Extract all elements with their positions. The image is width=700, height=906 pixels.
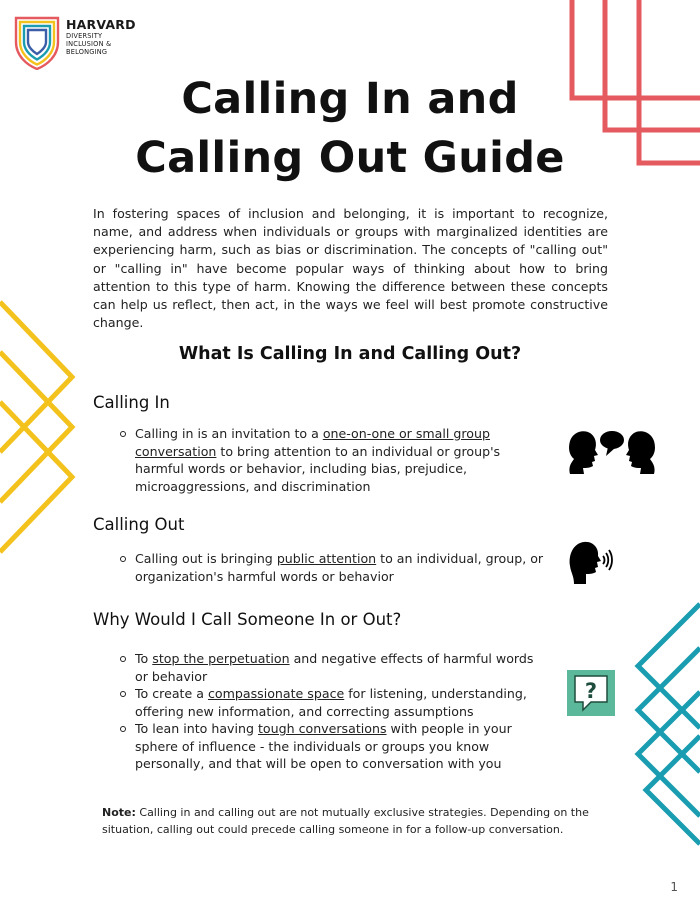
- calling-out-heading: Calling Out: [93, 515, 185, 534]
- note-label: Note:: [102, 806, 136, 819]
- logo-text: [66, 18, 136, 56]
- title-line-2: Calling Out Guide: [135, 133, 565, 183]
- why-list: [120, 650, 540, 773]
- calling-in-heading: Calling In: [93, 393, 170, 412]
- calling-out-list: [120, 550, 550, 585]
- why-heading: Why Would I Call Someone In or Out?: [93, 610, 402, 629]
- item-link[interactable]: tough conversations: [257, 721, 387, 736]
- item-text: To: [135, 651, 153, 666]
- logo-line-3: BELONGING: [66, 48, 108, 56]
- item-text: and negative effects of harmful words or behavior: [135, 651, 534, 684]
- list-item: [120, 650, 540, 685]
- item-link[interactable]: compassionate space: [207, 686, 345, 701]
- teal-diamond-decoration: [628, 598, 700, 858]
- page-number: 1: [670, 880, 678, 894]
- note-text: Calling in and calling out are not mutually exclusive strategies. Depending on the situation, calling out could precede calling someone in for a follow-up conversation.: [102, 806, 589, 836]
- intro-paragraph: In fostering spaces of inclusion and belonging, it is important to recognize, name, and address when individuals or groups with marginalized identities are experiencing harm, such as bias or discrimination. The concepts of "calling out" or "calling in" have become popular ways of thinking about how to bring attention to this type of harm. Knowing the difference between these concepts can help us reflect, then act, in the ways we feel will best promote constructive change.: [93, 206, 608, 331]
- logo-name: HARVARD: [66, 17, 136, 32]
- list-item: [120, 550, 550, 585]
- section-heading: What Is Calling In and Calling Out?: [178, 344, 522, 364]
- item-text: To create a: [135, 686, 208, 701]
- item-link[interactable]: one-on-one or small group conversation: [135, 426, 490, 459]
- note-paragraph: [102, 805, 612, 838]
- list-item: [120, 685, 540, 720]
- item-text: Calling out is bringing: [135, 551, 277, 566]
- title-line-1: Calling In and: [181, 74, 519, 124]
- item-text: to an individual, group, or organization's harmful words or behavior: [135, 551, 544, 584]
- logo-line-1: DIVERSITY: [66, 32, 103, 40]
- two-heads-speech-bubble-icon: [566, 428, 658, 476]
- yellow-chevron-decoration: [0, 290, 90, 560]
- item-text: Calling in is an invitation to a: [135, 426, 323, 441]
- svg-text:?: ?: [584, 679, 598, 703]
- page-title: [0, 70, 700, 188]
- item-text: for listening, understanding, offering new information, and correcting assumptions: [135, 686, 527, 719]
- question-bubble-icon: [567, 670, 615, 716]
- item-link[interactable]: stop the perpetuation: [152, 651, 290, 666]
- item-text: to bring attention to an individual or group's harmful words or behavior, including bias, prejudice, microaggressions, and discrimination: [135, 443, 501, 494]
- calling-in-list: [120, 425, 510, 495]
- item-link[interactable]: public attention: [276, 551, 377, 566]
- item-text: To lean into having: [135, 721, 258, 736]
- speaking-head-icon: [568, 540, 614, 584]
- list-item: [120, 720, 540, 773]
- list-item: [120, 425, 510, 495]
- harvard-shield-logo: [14, 16, 60, 70]
- item-text: with people in your sphere of influence - the individuals or groups you know personally, and that will be open to conversation with you: [135, 721, 512, 771]
- logo-line-2: INCLUSION &: [66, 40, 112, 48]
